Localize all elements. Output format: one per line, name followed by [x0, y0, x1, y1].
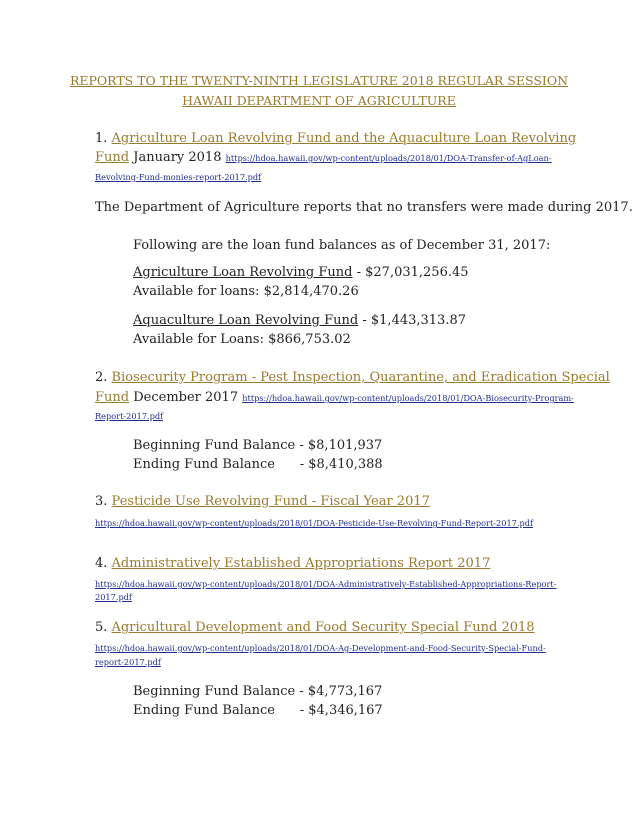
item5-number: 5.: [95, 620, 108, 635]
item1-number: 1.: [95, 131, 108, 146]
item1-title-link[interactable]: Agriculture Loan Revolving Fund and the Aquaculture Loan Revolving: [111, 131, 577, 146]
item1-url-link[interactable]: https://hdoa.hawaii.gov/wp-content/uploads/2018/01/DOA-Transfer-of-AgLoan-: [225, 153, 552, 163]
item5-ending-balance: Ending Fund Balance - $4,346,167: [133, 703, 383, 718]
item1-ag-available: Available for loans: $2,814,470.26: [133, 284, 359, 299]
item5-url-row: [95, 640, 546, 655]
item2-ending-balance: Ending Fund Balance - $8,410,388: [133, 457, 383, 472]
item1-ag-fund-name: Agriculture Loan Revolving Fund: [133, 265, 353, 280]
item4-title-link[interactable]: Administratively Established Appropriations Report 2017: [111, 556, 491, 571]
item1-date: January 2018: [133, 150, 222, 165]
item1-ag-fund-value: - $27,031,256.45: [352, 265, 469, 280]
item5-url-row2: [95, 654, 161, 669]
report-header-line2: HAWAII DEPARTMENT OF AGRICULTURE: [182, 93, 456, 108]
item3-title-link[interactable]: Pesticide Use Revolving Fund - Fiscal Year 2017: [111, 494, 430, 509]
item4-url-row2: [95, 589, 132, 604]
item2-beginning-balance: Beginning Fund Balance - $8,101,937: [133, 438, 383, 453]
item5-title-row: [95, 620, 535, 635]
item1-balances-intro: Following are the loan fund balances as of December 31, 2017:: [133, 238, 551, 253]
item3-url-row: [95, 515, 533, 530]
item3-title-row: [95, 494, 430, 509]
item1-statement: The Department of Agriculture reports that no transfers were made during 2017.: [95, 200, 633, 215]
item2-number: 2.: [95, 370, 108, 385]
item4-url-link-cont[interactable]: 2017.pdf: [95, 592, 132, 602]
item2-title-row: [95, 370, 610, 385]
item3-number: 3.: [95, 494, 108, 509]
item1-title-row2: [95, 150, 552, 165]
item2-date: December 2017: [133, 390, 239, 405]
item2-title-link[interactable]: Biosecurity Program - Pest Inspection, Quarantine, and Eradication Special: [111, 370, 610, 385]
item1-aq-fund-row: [133, 313, 466, 328]
item1-aq-fund-value: - $1,443,313.87: [358, 313, 466, 328]
report-header-line1: REPORTS TO THE TWENTY-NINTH LEGISLATURE 2018 REGULAR SESSION: [69, 73, 569, 88]
item2-title-link-cont[interactable]: Fund: [95, 390, 130, 405]
item1-url-row2: [95, 169, 261, 184]
item5-url-link[interactable]: https://hdoa.hawaii.gov/wp-content/uploads/2018/01/DOA-Ag-Development-and-Food-Security-Special-Fund-: [95, 643, 546, 653]
item4-title-row: [95, 556, 490, 571]
item1-title-link-cont[interactable]: Fund: [95, 150, 130, 165]
item4-url-row: [95, 576, 556, 591]
item2-url-link[interactable]: https://hdoa.hawaii.gov/wp-content/uploads/2018/01/DOA-Biosecurity-Program-: [242, 393, 574, 403]
item5-title-link[interactable]: Agricultural Development and Food Security Special Fund 2018: [111, 620, 535, 635]
item4-url-link[interactable]: https://hdoa.hawaii.gov/wp-content/uploads/2018/01/DOA-Administratively-Established-Appropriations-Report-: [95, 579, 557, 589]
item2-url-link-cont[interactable]: Report-2017.pdf: [95, 411, 164, 421]
item2-url-row2: [95, 408, 163, 423]
item1-ag-fund-row: [133, 265, 469, 280]
item5-beginning-balance: Beginning Fund Balance - $4,773,167: [133, 684, 383, 699]
item1-url-link-cont[interactable]: Revolving-Fund-monies-report-2017.pdf: [95, 172, 262, 182]
item3-url-link[interactable]: https://hdoa.hawaii.gov/wp-content/uploads/2018/01/DOA-Pesticide-Use-Revolving-Fund-Report-2017.pdf: [95, 518, 533, 528]
item1-aq-available: Available for Loans: $866,753.02: [133, 332, 351, 347]
item1-aq-fund-name: Aquaculture Loan Revolving Fund: [133, 313, 359, 328]
item2-title-row2: [95, 390, 574, 405]
item4-number: 4.: [95, 556, 108, 571]
item5-url-link-cont[interactable]: report-2017.pdf: [95, 657, 161, 667]
item1-title-row: [95, 131, 576, 146]
